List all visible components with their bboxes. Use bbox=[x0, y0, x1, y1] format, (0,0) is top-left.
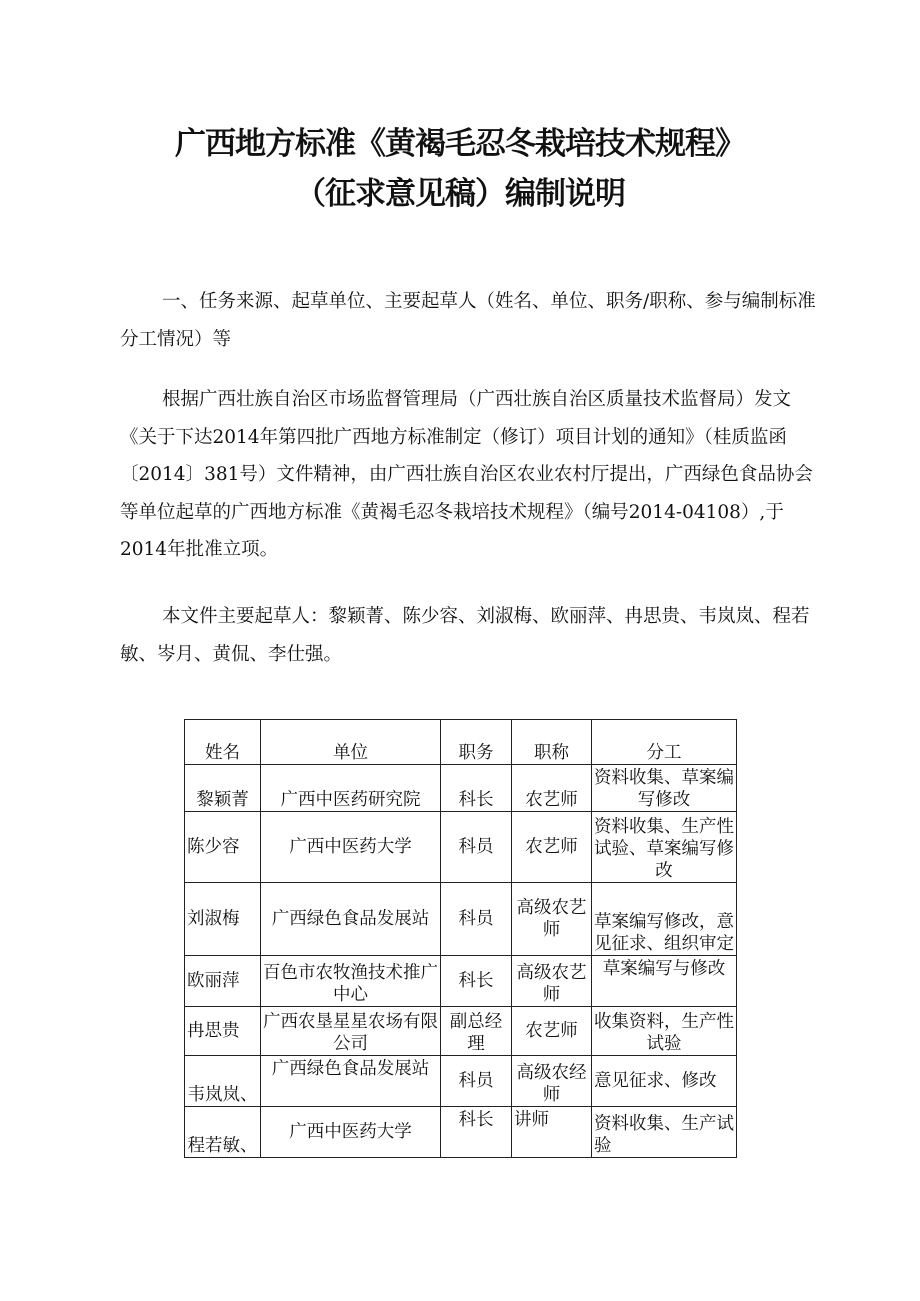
cell-division: 草案编写与修改 bbox=[592, 956, 737, 1007]
cell-unit: 广西绿色食品发展站 bbox=[261, 883, 441, 956]
cell-unit: 广西农垦星星农场有限公司 bbox=[261, 1007, 441, 1056]
header-name: 姓名 bbox=[185, 720, 261, 765]
cell-name: 陈少容 bbox=[185, 812, 261, 883]
cell-position: 科员 bbox=[441, 1056, 512, 1107]
table-row bbox=[185, 765, 737, 812]
cell-title: 高级农艺师 bbox=[512, 883, 592, 956]
cell-division: 资料收集、生产试验 bbox=[592, 1107, 737, 1158]
cell-division: 资料收集、生产性试验、草案编写修改 bbox=[592, 812, 737, 883]
table-row bbox=[185, 812, 737, 883]
cell-name: 冉思贵 bbox=[185, 1007, 261, 1056]
header-position: 职务 bbox=[441, 720, 512, 765]
table-row bbox=[185, 1107, 737, 1158]
paragraph-drafters: 本文件主要起草人：黎颖菁、陈少容、刘淑梅、欧丽萍、冉思贵、韦岚岚、程若敏、岑月、黄侃、李仕强。 bbox=[120, 606, 810, 665]
cell-division: 收集资料，生产性试验 bbox=[592, 1007, 737, 1056]
cell-unit: 百色市农牧渔技术推广中心 bbox=[261, 956, 441, 1007]
cell-position: 科员 bbox=[441, 883, 512, 956]
cell-name: 欧丽萍 bbox=[185, 956, 261, 1007]
cell-position: 科长 bbox=[441, 765, 512, 812]
cell-name: 刘淑梅 bbox=[185, 883, 261, 956]
cell-title: 农艺师 bbox=[512, 812, 592, 883]
cell-title: 高级农艺师 bbox=[512, 956, 592, 1007]
cell-title: 农艺师 bbox=[512, 1007, 592, 1056]
cell-position: 科长 bbox=[441, 956, 512, 1007]
table-header-row bbox=[185, 720, 737, 765]
cell-unit: 广西中医药研究院 bbox=[261, 765, 441, 812]
table-row bbox=[185, 956, 737, 1007]
drafter-table bbox=[184, 719, 737, 1158]
table-row bbox=[185, 1007, 737, 1056]
cell-title: 农艺师 bbox=[512, 765, 592, 812]
cell-position: 科长 bbox=[441, 1107, 512, 1158]
table-row bbox=[185, 883, 737, 956]
cell-name: 程若敏、 bbox=[185, 1107, 261, 1158]
cell-title: 高级农经师 bbox=[512, 1056, 592, 1107]
cell-title: 讲师 bbox=[512, 1107, 592, 1158]
header-unit: 单位 bbox=[261, 720, 441, 765]
document-title-line2: （征求意见稿）编制说明 bbox=[295, 176, 625, 212]
section-heading: 一、任务来源、起草单位、主要起草人（姓名、单位、职务/职称、参与编制标准分工情况）等 bbox=[120, 291, 816, 350]
cell-unit: 广西绿色食品发展站 bbox=[261, 1056, 441, 1107]
cell-division: 资料收集、草案编写修改 bbox=[592, 765, 737, 812]
cell-division: 草案编写修改，意见征求、组织审定 bbox=[592, 883, 737, 956]
paragraph-task-source: 根据广西壮族自治区市场监督管理局（广西壮族自治区质量技术监督局）发文《关于下达2014年第四批广西地方标准制定（修订）项目计划的通知》（桂质监函〔2014〕381号）文件精神，由广西壮族自治区农业农村厅提出，广西绿色食品协会等单位起草的广西地方标准《黄褐毛忍冬栽培技术规程》（编号2014-04108）,于2014年批准立项。 bbox=[120, 389, 813, 560]
header-division: 分工 bbox=[592, 720, 737, 765]
cell-unit: 广西中医药大学 bbox=[261, 812, 441, 883]
cell-name: 韦岚岚、 bbox=[185, 1056, 261, 1107]
document-title-line1: 广西地方标准《黄褐毛忍冬栽培技术规程》 bbox=[175, 126, 745, 162]
cell-name: 黎颖菁 bbox=[185, 765, 261, 812]
cell-unit: 广西中医药大学 bbox=[261, 1107, 441, 1158]
cell-position: 副总经理 bbox=[441, 1007, 512, 1056]
cell-division: 意见征求、修改 bbox=[592, 1056, 737, 1107]
table-row bbox=[185, 1056, 737, 1107]
cell-position: 科员 bbox=[441, 812, 512, 883]
header-title: 职称 bbox=[512, 720, 592, 765]
